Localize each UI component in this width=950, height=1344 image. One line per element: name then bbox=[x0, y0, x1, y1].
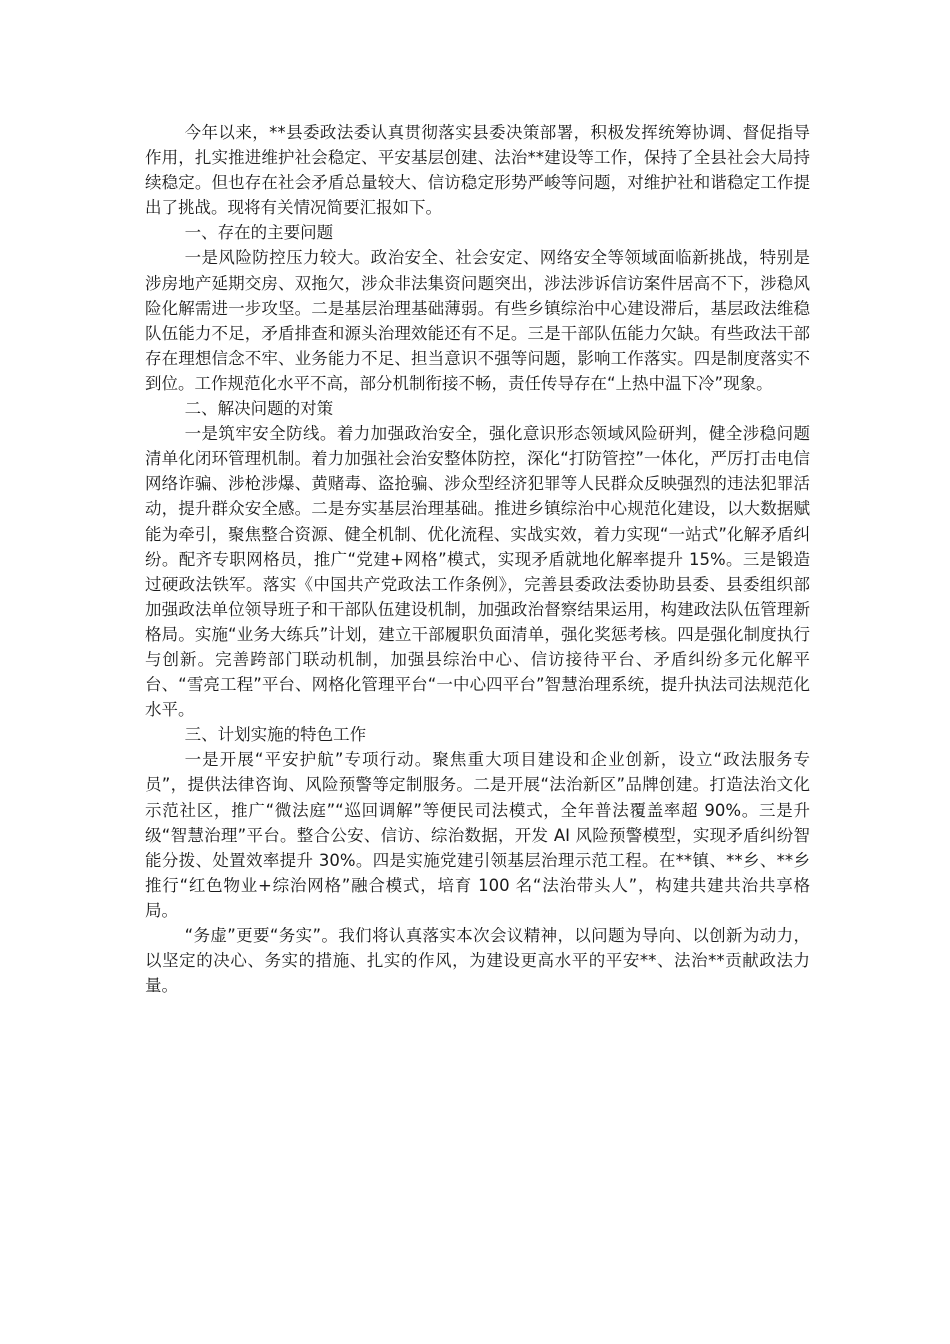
featured-work-paragraph: 一是开展“平安护航”专项行动。聚焦重大项目建设和企业创新，设立“政法服务专员”，提供法律咨询、风险预警等定制服务。二是开展“法治新区”品牌创建。打造法治文化示范社区，推广“微法庭”“巡回调解”等便民司法模式，全年普法覆盖率超 90%。三是升级“智慧治理”平台。整合公安、信访、综治数据，开发 AI 风险预警模型，实现矛盾纠纷智能分拨、处置效率提升 30%。四是实施党建引领基层治理示范工程。在**镇、**乡、**乡推行“红色物业+综治网格”融合模式，培育 100 名“法治带头人”，构建共建共治共享格局。 bbox=[145, 750, 810, 920]
section-heading-problems: 一、存在的主要问题 bbox=[184, 223, 334, 243]
section-heading-featured-work: 三、计划实施的特色工作 bbox=[184, 725, 367, 745]
intro-paragraph: 今年以来，**县委政法委认真贯彻落实县委决策部署，积极发挥统筹协调、督促指导作用，扎实推进维护社会稳定、平安基层创建、法治**建设等工作，保持了全县社会大局持续稳定。但也存在社会矛盾总量较大、信访稳定形势严峻等问题，对维护社和谐稳定工作提出了挑战。现将有关情况简要汇报如下。 bbox=[145, 123, 810, 218]
countermeasures-paragraph: 一是筑牢安全防线。着力加强政治安全，强化意识形态领域风险研判，健全涉稳问题清单化闭环管理机制。着力加强社会治安整体防控，深化“打防管控”一体化，严厉打击电信网络诈骗、涉枪涉爆、黄赌毒、盗抢骗、涉众型经济犯罪等人民群众反映强烈的违法犯罪活动，提升群众安全感。二是夯实基层治理基础。推进乡镇综治中心规范化建设，以大数据赋能为牵引，聚焦整合资源、健全机制、优化流程、实战实效，着力实现“一站式”化解矛盾纠纷。配齐专职网格员，推广“党建+网格”模式，实现矛盾就地化解率提升 15%。三是锻造过硬政法铁军。落实《中国共产党政法工作条例》，完善县委政法委协助县委、县委组织部加强政法单位领导班子和干部队伍建设机制，加强政治督察结果运用，构建政法队伍管理新格局。实施“业务大练兵”计划，建立干部履职负面清单，强化奖惩考核。四是强化制度执行与创新。完善跨部门联动机制，加强县综治中心、信访接待平台、矛盾纠纷多元化解平台、“雪亮工程”平台、网格化管理平台“一中心四平台”智慧治理系统，提升执法司法规范化水平。 bbox=[145, 424, 810, 720]
closing-paragraph: “务虚”更要“务实”。我们将认真落实本次会议精神，以问题为导向、以创新为动力，以坚定的决心、务实的措施、扎实的作风，为建设更高水平的平安**、法治**贡献政法力量。 bbox=[145, 926, 810, 996]
problems-paragraph: 一是风险防控压力较大。政治安全、社会安定、网络安全等领域面临新挑战，特别是涉房地产延期交房、双拖欠，涉众非法集资问题突出，涉法涉诉信访案件居高不下，涉稳风险化解需进一步攻坚。二是基层治理基础薄弱。有些乡镇综治中心建设滞后，基层政法维稳队伍能力不足，矛盾排查和源头治理效能还有不足。三是干部队伍能力欠缺。有些政法干部存在理想信念不牢、业务能力不足、担当意识不强等问题，影响工作落实。四是制度落实不到位。工作规范化水平不高，部分机制衔接不畅，责任传导存在“上热中温下冷”现象。 bbox=[145, 248, 810, 393]
document-body bbox=[145, 120, 810, 998]
section-heading-countermeasures: 二、解决问题的对策 bbox=[184, 399, 334, 419]
